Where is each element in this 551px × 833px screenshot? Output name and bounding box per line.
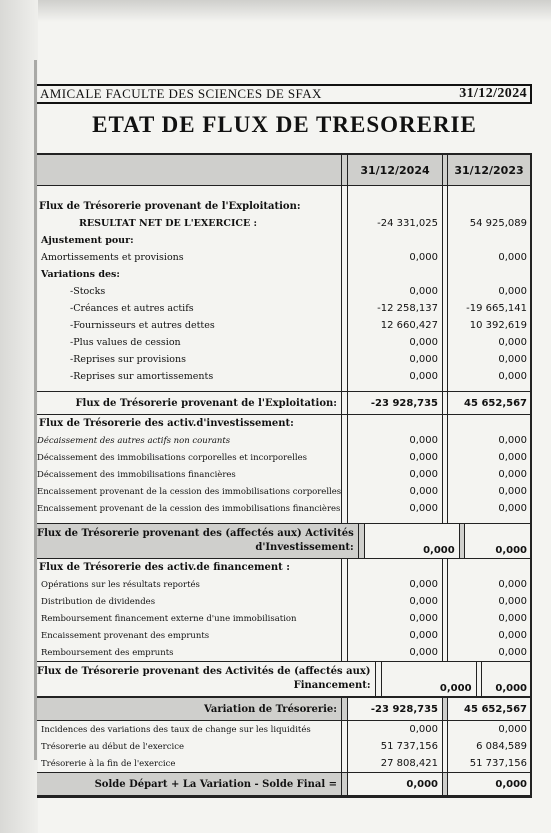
- table-row: Trésorerie à la fin de l'exercice 27 808,421 51 737,156: [37, 755, 530, 772]
- scan-shadow-left: [0, 0, 38, 833]
- table-row: -Plus values de cession 0,000 0,000: [37, 334, 530, 351]
- table-row: Décaissement des autres actifs non courants 0,000 0,000: [37, 432, 530, 449]
- total-investissement-line1: Flux de Trésorerie provenant des (affectés aux) Activités: [37, 528, 354, 539]
- section-title-exploitation: Flux de Trésorerie provenant de l'Exploitation:: [37, 198, 530, 215]
- table-row: Encaissement provenant de la cession des immobilisations financières 0,000 0,000: [37, 500, 530, 517]
- variations-heading: Variations des:: [37, 266, 530, 283]
- total-row-investissement: Flux de Trésorerie provenant des (affectés aux) Activités d'Investissement: 0,000 0,000: [37, 523, 530, 559]
- cash-flow-table: [37, 153, 532, 798]
- table-header-row: [37, 155, 530, 186]
- table-row-resultat: RESULTAT NET DE L'EXERCICE : -24 331,025 54 925,089: [37, 215, 530, 232]
- table-row-amortissements: Amortissements et provisions 0,000 0,000: [37, 249, 530, 266]
- section-title-investissement: Flux de Trésorerie des activ.d'investissement:: [37, 415, 530, 432]
- table-row: Décaissement des immobilisations financières 0,000 0,000: [37, 466, 530, 483]
- organization-name: AMICALE FACULTE DES SCIENCES DE SFAX: [40, 86, 322, 101]
- total-financement-line1: Flux de Trésorerie provenant des Activités de (affectés aux): [37, 666, 371, 677]
- table-row: Remboursement financement externe d'une immobilisation 0,000 0,000: [37, 610, 530, 627]
- spacer-row: [37, 186, 530, 198]
- ajustement-heading: Ajustement pour:: [37, 232, 530, 249]
- table-row: -Reprises sur amortissements 0,000 0,000: [37, 368, 530, 385]
- table-row: -Stocks 0,000 0,000: [37, 283, 530, 300]
- table-row: Trésorerie au début de l'exercice 51 737,156 6 084,589: [37, 738, 530, 755]
- header-bar: [37, 84, 532, 104]
- total-investissement-line2: d'Investissement:: [255, 542, 354, 553]
- column-header-2024: 31/12/2024: [347, 155, 442, 185]
- table-row: Encaissement provenant des emprunts 0,000 0,000: [37, 627, 530, 644]
- table-row: -Créances et autres actifs -12 258,137 -19 665,141: [37, 300, 530, 317]
- table-row: Distribution de dividendes 0,000 0,000: [37, 593, 530, 610]
- table-row: Incidences des variations des taux de change sur les liquidités 0,000 0,000: [37, 721, 530, 738]
- variation-tresorerie-row: Variation de Trésorerie: -23 928,735 45 652,567: [37, 697, 530, 721]
- table-row: Encaissement provenant de la cession des immobilisations corporelles 0,000 0,000: [37, 483, 530, 500]
- total-row-financement: Flux de Trésorerie provenant des Activités de (affectés aux) Financement: 0,000 0,000: [37, 661, 530, 697]
- table-row: Remboursement des emprunts 0,000 0,000: [37, 644, 530, 661]
- document-title: ETAT DE FLUX DE TRESORERIE: [92, 112, 477, 137]
- table-row: Opérations sur les résultats reportés 0,000 0,000: [37, 576, 530, 593]
- column-header-2023: 31/12/2023: [447, 155, 530, 185]
- scan-shadow-top: [0, 0, 551, 22]
- section-title-financement: Flux de Trésorerie des activ.de financement :: [37, 559, 530, 576]
- solde-row: Solde Départ + La Variation - Solde Final = 0,000 0,000: [37, 772, 530, 796]
- header-label-cell: [37, 155, 341, 185]
- total-financement-line2: Financement:: [293, 680, 371, 691]
- table-row: -Reprises sur provisions 0,000 0,000: [37, 351, 530, 368]
- table-row: -Fournisseurs et autres dettes 12 660,427 10 392,619: [37, 317, 530, 334]
- total-row-exploitation: Flux de Trésorerie provenant de l'Exploitation: -23 928,735 45 652,567: [37, 391, 530, 415]
- header-date: 31/12/2024: [459, 86, 527, 101]
- table-row: Décaissement des immobilisations corporelles et incorporelles 0,000 0,000: [37, 449, 530, 466]
